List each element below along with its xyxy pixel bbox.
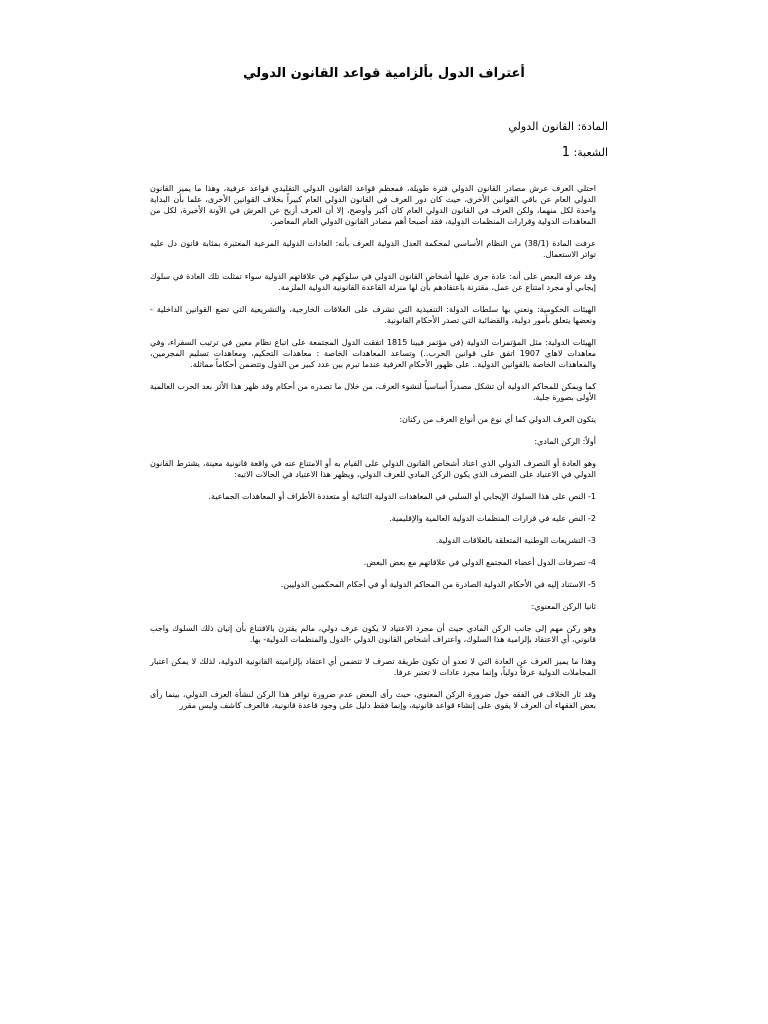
paragraph: احتلي العرف عرش مصادر القانون الدولي فترة طويلة، فمعظم قواعد القانون الدولي التقليدي قواعد عرفية، وهذا ما يميز القانون الدولي العام عن باقي القوانين الأخرى، حيث كان دور العرف في القانون الدولي العام كبيراً بخلاف القوانين الأخرى، علما بأن البداية واحدة لكل منهما، ولكن العرف في القانون الدولي العام كان أكبر وأوضح، إلا أن العرف أزيح عن العرش في الآونة الأخيرة، لكل من المعاهدات الدولية وقرارات المنظمات الدولية، فقد أصبحا أهم مصادر القانون الدولي العام المعاصر. xyxy=(150,184,596,226)
document-title: أعتراف الدول بألزامية قواعد القانون الدولي xyxy=(243,66,525,81)
paragraph: ثانيا الركن المعنوي: xyxy=(531,602,596,611)
section-number: 1 xyxy=(561,145,571,160)
paragraph: يتكون العرف الدولي كما أي نوع من أنواع العرف من ركنان: xyxy=(399,415,596,424)
section-line xyxy=(562,145,608,160)
paragraph: وهو العادة أو التصرف الدولي الذي اعتاد أشخاص القانون الدولي على القيام به أو الامتناع عنه في واقعة قانونية معينة، يشترط القانون الدولي في الاعتياد على التصرف الذي يكون الركن المادي للعرف الدولي، ويظهر هذا الاعتياد في الحالات الاتيه: xyxy=(150,459,596,479)
list-item: 3- التشريعات الوطنية المتعلقة بالعلاقات الدولية. xyxy=(435,536,596,545)
paragraph: وقد عرفه البعض على أنه: عادة جرى عليها أشخاص القانون الدولي في سلوكهم في علاقاتهم الدولية سواء تمثلت تلك العادة في سلوك إيجابي أو مجرد امتناع عن عمل، مقترنة باعتقادهم بأن لها منزلة القاعدة القانونية الدولية الملزمة. xyxy=(150,272,596,292)
list-item: 1- النص على هذا السلوك الإيجابي أو السلبي في المعاهدات الدولية الثنائية أو متعددة الأطراف أو المعاهدات الجماعية. xyxy=(208,492,596,501)
paragraph: وهو ركن مهم إلى جانب الركن المادي حيث أن مجرد الاعتياد لا يكون عرف دولي، مالم يقترن بالاقتناع بأن إتيان ذلك السلوك واجب قانوني، أي الاعتقاد بإلزامية هذا السلوك، واعتراف أشخاص القانون الدولي -الدول والمنظمات الدولية- بها. xyxy=(150,624,596,644)
paragraph: الهيئات الحكومية: ونعني بها سلطات الدولة: التنفيذية التي تشرف على العلاقات الخارجية، والتشريعية التي تضع القوانين الداخلية - ونعضها يتعلق بأمور دولية، والقضائية التي تصدر الأحكام القانونية. xyxy=(150,305,596,325)
paragraph: عرفت المادة (38/1) من النظام الأساسي لمحكمة العدل الدولية العرف بأنه: العادات الدولية المرعية المعتبرة بمثابة قانون دل عليه تواتر الاستعمال. xyxy=(150,239,596,259)
paragraph: الهيئات الدولية: مثل المؤتمرات الدولية (في مؤتمر فيينا 1815 اتفقت الدول المجتمعة على اتباع نظام معين في ترتيب السفراء، وفي معاهدات لاهاي 1907 اتفق على قوانين الحرب..) وتساعد المعاهدات الخاصة : معاهدات التحكيم، ومعاهدات تسليم المجرمين، والمعاهدات الخاصة بالقوانين الدولية.. على ظهور الأحكام العرفية عندما تبرم بين عدد كبير من الدول وتتضمن أحكاماً مماثلة. xyxy=(150,338,597,369)
list-item: 5- الاستناد إليه في الأحكام الدولية الصادرة من المحاكم الدولية أو في أحكام المحكمين الدوليين. xyxy=(280,580,596,589)
document-body xyxy=(150,183,596,722)
paragraph: وقد ثار الخلاف في الفقه حول ضرورة الركن المعنوي، حيث رأى البعض عدم ضرورة توافر هذا الركن لنشأة العرف الدولي، بينما رأى بعض الفقهاء أن العرف لا يقوى على إنشاء قواعد قانونية، وإنما فقط دليل على وجود قاعدة قانونية، فالعرف كاشف وليس مقرر xyxy=(150,690,596,710)
paragraph: كما ويمكن للمحاكم الدولية أن تشكل مصدراً أساسياً لنشوء العرف، من خلال ما تصدره من أحكام وقد ظهر هذا الأثر بعد الحرب العالمية الأولى بصورة جلية. xyxy=(150,382,596,402)
list-item: 2- النص عليه في قرارات المنظمات الدولية العالمية والإقليمية. xyxy=(389,514,596,523)
list-item: 4- تصرفات الدول أعضاء المجتمع الدولي في علاقاتهم مع بعض البعض. xyxy=(363,558,596,567)
subject-line: المادة: القانون الدولي xyxy=(508,120,608,133)
section-label: الشعبة: xyxy=(573,146,608,159)
paragraph: وهذا ما يميز العرف عن العادة التي لا تعدو أن تكون طريقة تصرف لا تتضمن أي اعتقاد بإلزاميته القانونية الدولية، لذلك لا يمكن اعتبار المجاملات الدولية عرفاً دولياً، وإنما مجرد عادات لا تعتبر عرفا. xyxy=(150,657,596,677)
paragraph: أولاً: الركن المادي: xyxy=(534,437,596,446)
